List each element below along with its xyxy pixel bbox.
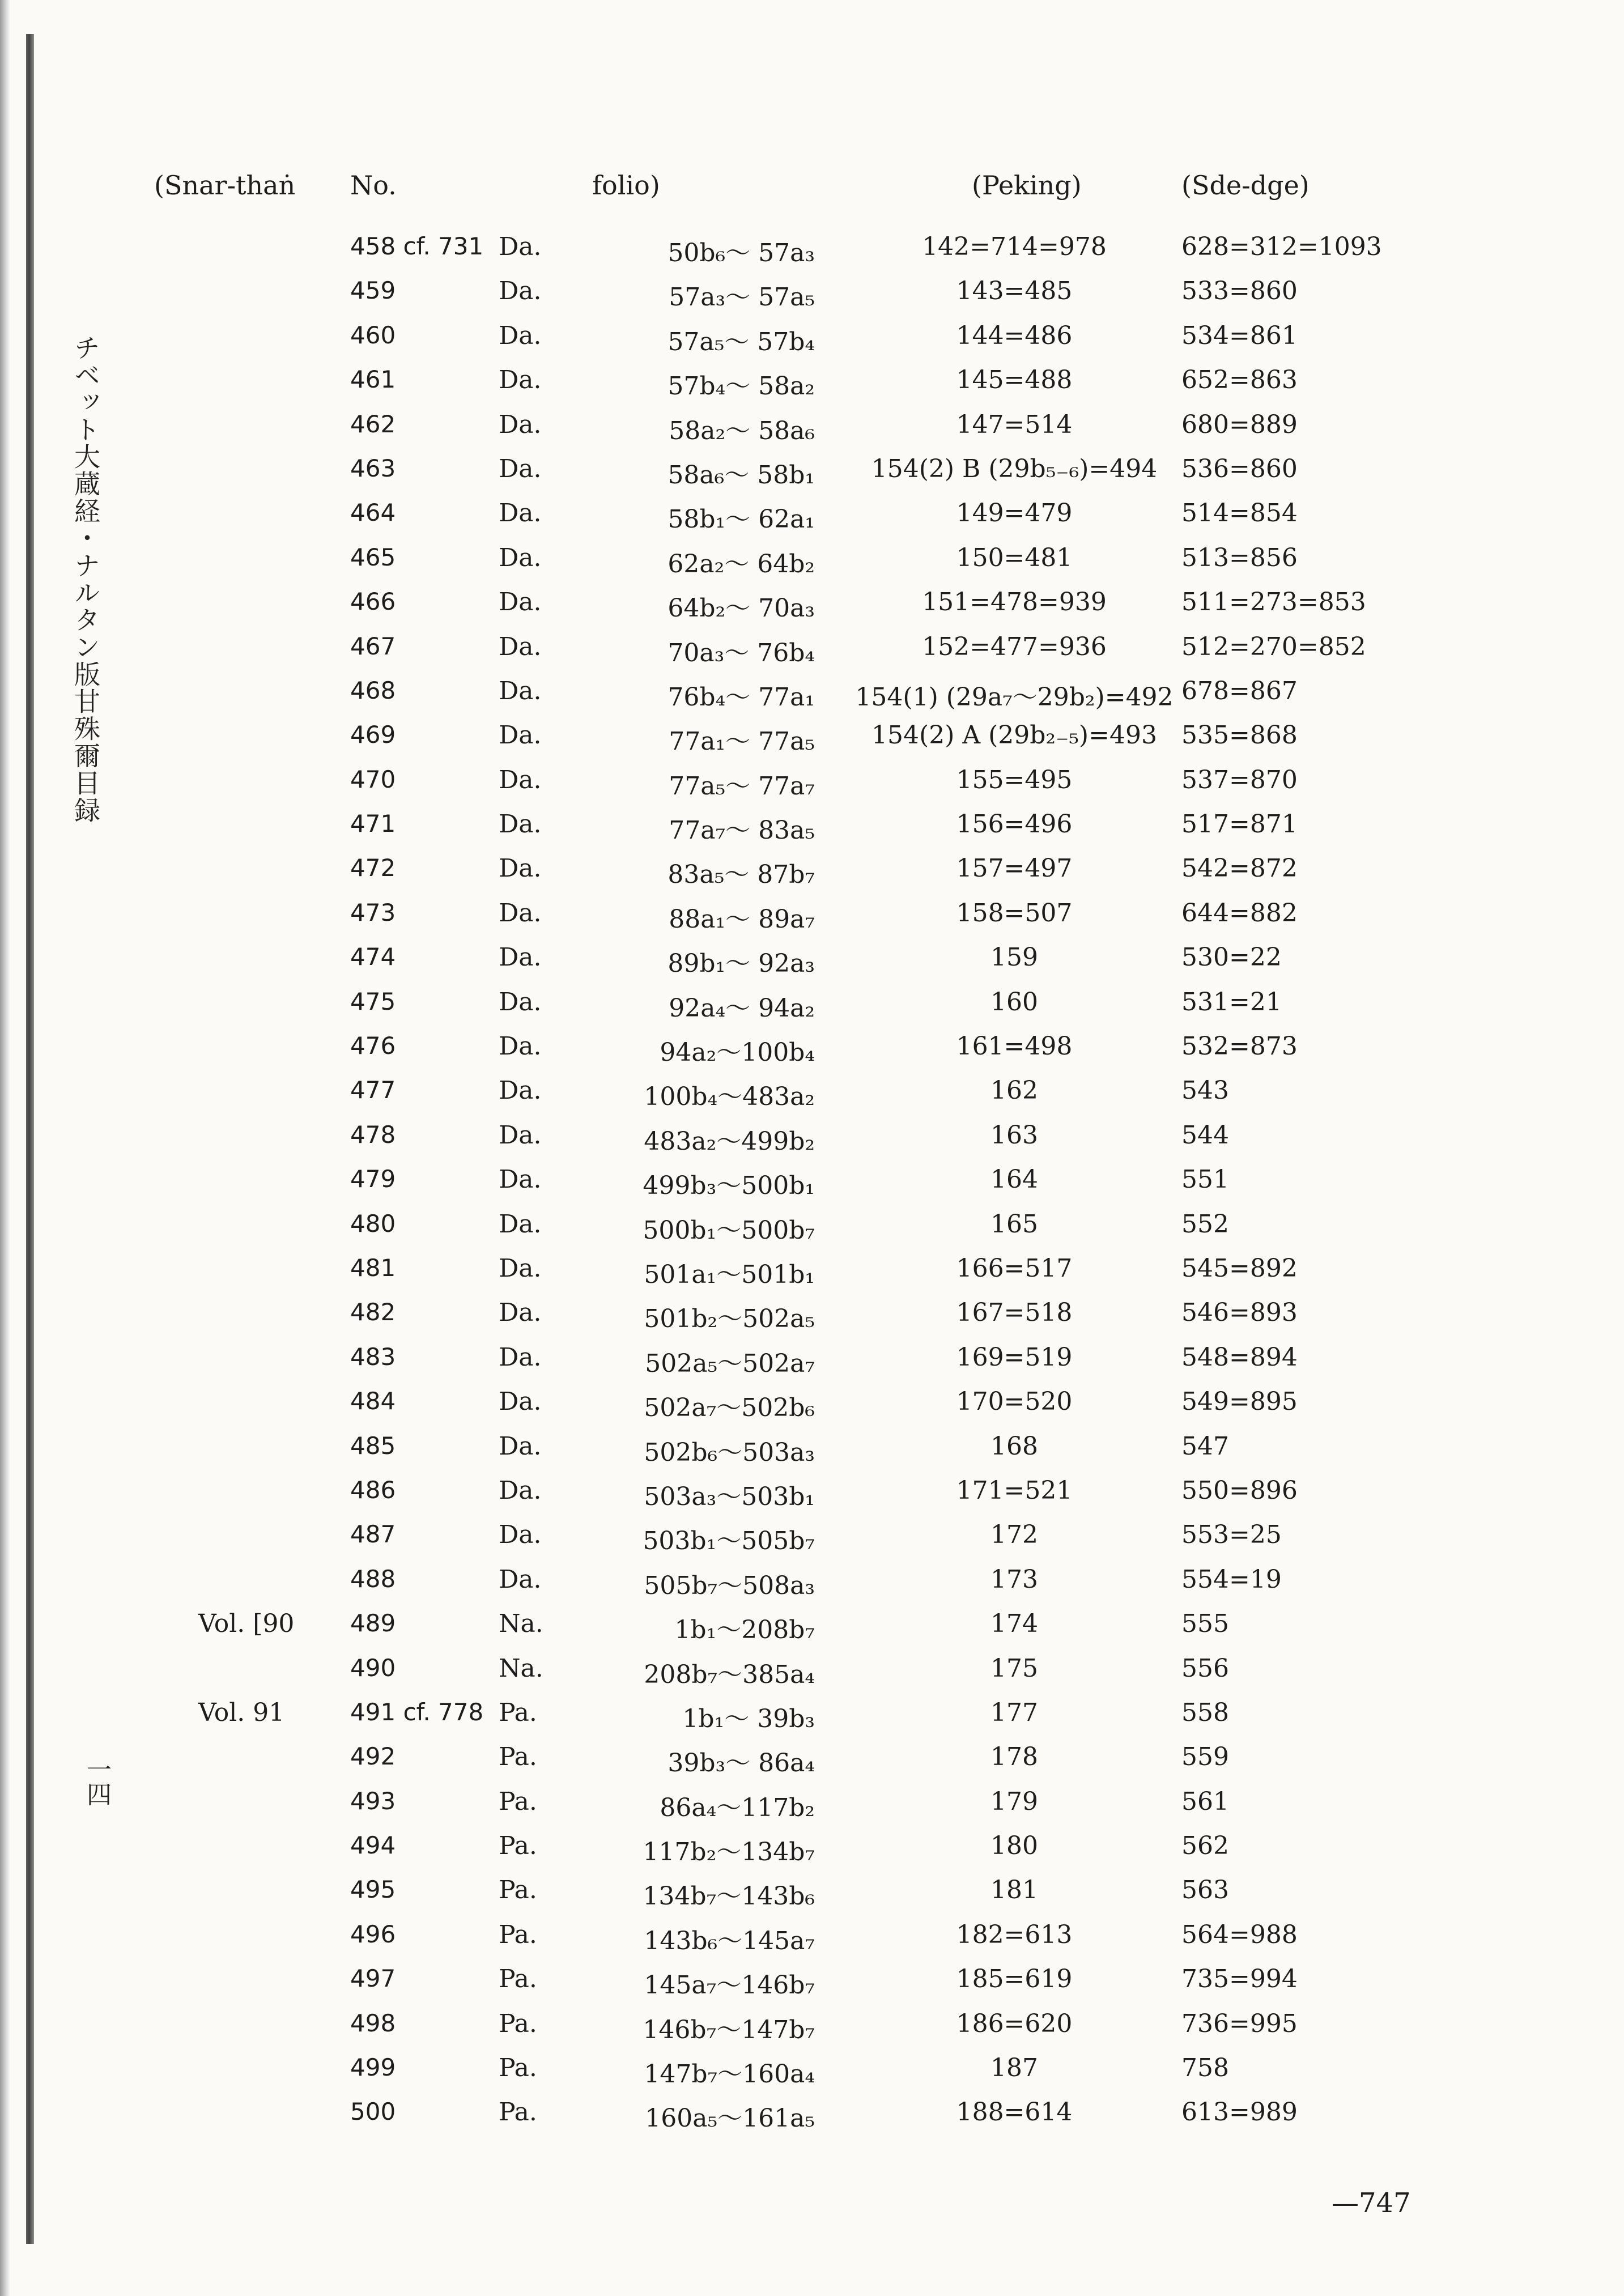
- row-sde-dge: 563: [1181, 1876, 1229, 1905]
- row-sde-dge: 512=270=852: [1181, 632, 1366, 661]
- row-peking: 144=486: [956, 321, 1073, 350]
- row-section: Da.: [499, 1120, 542, 1150]
- row-section: Na.: [499, 1653, 543, 1683]
- row-no: 487: [350, 1520, 396, 1549]
- row-folio: 89b₁〜 92a₃: [668, 949, 815, 979]
- row-no: 497: [350, 1965, 396, 1993]
- row-peking: 171=521: [956, 1476, 1073, 1505]
- row-sde-dge: 613=989: [1181, 2098, 1298, 2127]
- row-peking: 154(2) A (29b₂₋₅)=493: [871, 721, 1157, 750]
- row-sde-dge: 546=893: [1181, 1298, 1298, 1328]
- row-no: 467: [350, 632, 396, 660]
- row-folio: 83a₅〜 87b₇: [668, 860, 815, 890]
- row-section: Da.: [499, 898, 542, 928]
- row-section: Da.: [499, 1298, 542, 1328]
- row-sde-dge: 561: [1181, 1787, 1229, 1816]
- row-peking: 154(2) B (29b₅₋₆)=494: [871, 454, 1158, 483]
- row-sde-dge: 652=863: [1181, 365, 1298, 395]
- row-no: 471: [350, 810, 396, 838]
- table-row: [0, 1604, 1624, 1648]
- row-section: Da.: [499, 721, 542, 750]
- row-sde-dge: 556: [1181, 1653, 1229, 1683]
- row-section: Da.: [499, 232, 542, 261]
- row-folio: 77a₇〜 83a₅: [669, 816, 815, 845]
- row-no: 477: [350, 1076, 396, 1104]
- row-folio: 499b₃〜500b₁: [643, 1171, 815, 1201]
- row-no: 485: [350, 1431, 396, 1460]
- row-folio: 501b₂〜502a₅: [644, 1304, 815, 1334]
- row-folio: 62a₂〜 64b₂: [668, 549, 815, 579]
- row-peking: 155=495: [956, 765, 1073, 794]
- row-sde-dge: 530=22: [1181, 943, 1282, 972]
- table-row: [0, 1959, 1624, 2003]
- row-sde-dge: 511=273=853: [1181, 588, 1366, 617]
- row-no: 470: [350, 765, 396, 793]
- row-section: Pa.: [499, 1965, 537, 1994]
- row-folio: 57a₅〜 57b₄: [668, 327, 815, 356]
- table-row: [0, 937, 1624, 981]
- row-section: Da.: [499, 1387, 542, 1417]
- row-folio: 70a₃〜 76b₄: [668, 638, 815, 667]
- table-row: [0, 1515, 1624, 1559]
- row-peking: 173: [990, 1564, 1038, 1594]
- row-folio: 77a₅〜 77a₇: [669, 771, 815, 801]
- header-folio: folio): [592, 170, 660, 201]
- row-peking: 151=478=939: [922, 588, 1107, 617]
- row-section: Da.: [499, 987, 542, 1017]
- row-folio: 501a₁〜501b₁: [644, 1260, 815, 1289]
- row-sde-dge: 678=867: [1181, 676, 1298, 705]
- row-peking: 180: [990, 1831, 1038, 1861]
- row-no: 480: [350, 1209, 396, 1238]
- row-folio: 503b₁〜505b₇: [643, 1527, 815, 1556]
- row-sde-dge: 555: [1181, 1609, 1229, 1639]
- row-no: 463: [350, 454, 396, 482]
- row-no: 482: [350, 1298, 396, 1326]
- row-no: 483: [350, 1342, 396, 1371]
- row-sde-dge: 562: [1181, 1831, 1229, 1861]
- row-no: 459: [350, 277, 396, 305]
- table-row: [0, 893, 1624, 937]
- row-peking: 143=485: [956, 277, 1073, 306]
- table-row: [0, 2004, 1624, 2048]
- row-peking: 160: [990, 987, 1038, 1017]
- side-page-mark: 一四: [82, 1757, 111, 1806]
- table-row: [0, 1826, 1624, 1870]
- row-folio: 502a₇〜502b₆: [644, 1393, 815, 1423]
- row-no: 481: [350, 1253, 396, 1282]
- row-no: 491 cf. 778: [350, 1698, 484, 1726]
- table-row: [0, 1248, 1624, 1292]
- row-peking: 162: [990, 1076, 1038, 1106]
- catalogue-table: [0, 227, 1624, 2137]
- table-row: [0, 538, 1624, 582]
- row-folio: 500b₁〜500b₇: [643, 1215, 815, 1245]
- row-no: 500: [350, 2098, 396, 2126]
- table-header: [0, 170, 1624, 210]
- row-section: Pa.: [499, 2009, 537, 2038]
- table-row: [0, 715, 1624, 759]
- table-row: [0, 1204, 1624, 1248]
- row-section: Da.: [499, 854, 542, 883]
- row-peking: 175: [990, 1653, 1038, 1683]
- row-peking: 152=477=936: [922, 632, 1107, 661]
- row-folio: 58a₆〜 58b₁: [668, 460, 815, 490]
- row-sde-dge: 544: [1181, 1120, 1229, 1150]
- row-folio: 58a₂〜 58a₆: [669, 416, 815, 445]
- row-no: 474: [350, 943, 396, 971]
- row-sde-dge: 551: [1181, 1165, 1229, 1194]
- row-no: 475: [350, 987, 396, 1015]
- row-sde-dge: 533=860: [1181, 277, 1298, 306]
- row-peking: 165: [990, 1209, 1038, 1239]
- row-no: 472: [350, 854, 396, 882]
- row-section: Da.: [499, 454, 542, 483]
- row-no: 478: [350, 1120, 396, 1149]
- row-peking: 156=496: [956, 810, 1073, 839]
- row-sde-dge: 513=856: [1181, 543, 1298, 572]
- row-folio: 92a₄〜 94a₂: [669, 993, 815, 1023]
- row-section: Pa.: [499, 1920, 537, 1949]
- table-row: [0, 1737, 1624, 1781]
- row-section: Pa.: [499, 2053, 537, 2083]
- header-snar-than: (Snar-thaṅ: [154, 170, 296, 201]
- table-row: [0, 848, 1624, 892]
- row-sde-dge: 547: [1181, 1431, 1229, 1461]
- row-no: 490: [350, 1653, 396, 1682]
- table-row: [0, 1026, 1624, 1070]
- row-sde-dge: 536=860: [1181, 454, 1298, 483]
- row-section: Da.: [499, 1564, 542, 1594]
- table-row: [0, 271, 1624, 315]
- row-folio: 502b₆〜503a₃: [644, 1438, 815, 1467]
- row-peking: 150=481: [956, 543, 1073, 572]
- row-peking: 161=498: [956, 1032, 1073, 1061]
- row-sde-dge: 514=854: [1181, 499, 1298, 528]
- row-folio: 505b₇〜508a₃: [644, 1571, 815, 1600]
- row-folio: 145a₇〜146b₇: [644, 1971, 815, 2000]
- row-folio: 208b₇〜385a₄: [644, 1660, 815, 1689]
- row-peking: 167=518: [956, 1298, 1073, 1328]
- row-section: Pa.: [499, 1876, 537, 1905]
- row-sde-dge: 549=895: [1181, 1387, 1298, 1417]
- row-no: 458 cf. 731: [350, 232, 484, 260]
- row-folio: 57a₃〜 57a₅: [669, 283, 815, 312]
- row-no: 484: [350, 1387, 396, 1415]
- row-no: 465: [350, 543, 396, 571]
- row-peking: 174: [990, 1609, 1038, 1639]
- row-sde-dge: 535=868: [1181, 721, 1298, 750]
- row-sde-dge: 735=994: [1181, 1965, 1298, 1994]
- row-section: Da.: [499, 1165, 542, 1194]
- row-no: 488: [350, 1564, 396, 1593]
- table-row: [0, 1915, 1624, 1959]
- row-peking: 145=488: [956, 365, 1073, 395]
- row-folio: 502a₅〜502a₇: [645, 1349, 815, 1378]
- row-sde-dge: 534=861: [1181, 321, 1298, 350]
- row-sde-dge: 564=988: [1181, 1920, 1298, 1949]
- table-row: [0, 1648, 1624, 1693]
- row-peking: 178: [990, 1742, 1038, 1772]
- row-no: 476: [350, 1032, 396, 1060]
- row-folio: 1b₁〜 39b₃: [682, 1704, 815, 1733]
- row-no: 494: [350, 1831, 396, 1860]
- row-peking: 182=613: [956, 1920, 1073, 1949]
- header-sde-dge: (Sde-dge): [1181, 170, 1310, 201]
- row-no: 495: [350, 1876, 396, 1904]
- row-folio: 86a₄〜117b₂: [660, 1793, 815, 1822]
- table-row: [0, 627, 1624, 671]
- row-folio: 100b₄〜483a₂: [644, 1082, 815, 1112]
- row-sde-dge: 553=25: [1181, 1520, 1282, 1550]
- row-section: Da.: [499, 321, 542, 350]
- row-sde-dge: 736=995: [1181, 2009, 1298, 2038]
- table-row: [0, 1870, 1624, 1914]
- row-section: Da.: [499, 365, 542, 395]
- row-peking: 177: [990, 1698, 1038, 1727]
- row-no: 499: [350, 2053, 396, 2082]
- table-row: [0, 1470, 1624, 1515]
- row-sde-dge: 559: [1181, 1742, 1229, 1772]
- row-no: 464: [350, 499, 396, 527]
- table-row: [0, 1559, 1624, 1604]
- row-peking: 186=620: [956, 2009, 1073, 2038]
- table-row: [0, 1337, 1624, 1381]
- row-section: Da.: [499, 1476, 542, 1505]
- row-no: 461: [350, 365, 396, 394]
- table-row: [0, 1381, 1624, 1426]
- row-peking: 142=714=978: [922, 232, 1107, 261]
- row-sde-dge: 552: [1181, 1209, 1229, 1239]
- table-row: [0, 449, 1624, 493]
- row-section: Da.: [499, 1076, 542, 1106]
- row-sde-dge: 543: [1181, 1076, 1229, 1106]
- row-no: 479: [350, 1165, 396, 1193]
- row-no: 492: [350, 1742, 396, 1771]
- header-peking: (Peking): [972, 170, 1082, 201]
- row-folio: 1b₁〜208b₇: [674, 1615, 815, 1645]
- row-peking: 185=619: [956, 1965, 1073, 1994]
- row-peking: 147=514: [956, 410, 1073, 439]
- row-sde-dge: 550=896: [1181, 1476, 1298, 1505]
- row-peking: 159: [990, 943, 1038, 972]
- row-no: 469: [350, 721, 396, 749]
- row-sde-dge: 548=894: [1181, 1342, 1298, 1372]
- row-folio: 64b₂〜 70a₃: [668, 594, 815, 623]
- row-vol: Vol. 91: [198, 1698, 285, 1727]
- row-sde-dge: 517=871: [1181, 810, 1298, 839]
- row-section: Da.: [499, 676, 542, 705]
- table-row: [0, 360, 1624, 404]
- page-number: —747: [1332, 2187, 1411, 2219]
- table-row: [0, 316, 1624, 360]
- row-sde-dge: 554=19: [1181, 1564, 1282, 1594]
- row-peking: 157=497: [956, 854, 1073, 883]
- row-sde-dge: 532=873: [1181, 1032, 1298, 1061]
- row-section: Da.: [499, 1431, 542, 1461]
- row-peking: 181: [990, 1876, 1038, 1905]
- row-folio: 147b₇〜160a₄: [644, 2060, 815, 2089]
- table-row: [0, 1426, 1624, 1470]
- row-section: Da.: [499, 1209, 542, 1239]
- row-section: Da.: [499, 277, 542, 306]
- row-sde-dge: 558: [1181, 1698, 1229, 1727]
- row-section: Da.: [499, 810, 542, 839]
- row-folio: 39b₃〜 86a₄: [668, 1749, 815, 1778]
- table-row: [0, 405, 1624, 449]
- table-row: [0, 982, 1624, 1026]
- table-row: [0, 760, 1624, 804]
- table-row: [0, 2092, 1624, 2136]
- table-row: [0, 493, 1624, 537]
- row-section: Da.: [499, 943, 542, 972]
- table-row: [0, 1781, 1624, 1826]
- row-peking: 168: [990, 1431, 1038, 1461]
- row-peking: 163: [990, 1120, 1038, 1150]
- row-folio: 76b₄〜 77a₁: [668, 682, 815, 712]
- row-section: Da.: [499, 1032, 542, 1061]
- row-folio: 77a₁〜 77a₅: [669, 727, 815, 756]
- row-sde-dge: 531=21: [1181, 987, 1282, 1017]
- table-row: [0, 1292, 1624, 1337]
- row-section: Da.: [499, 543, 542, 572]
- row-no: 473: [350, 898, 396, 926]
- row-peking: 154(1) (29a₇〜29b₂)=492: [855, 682, 1174, 712]
- row-sde-dge: 537=870: [1181, 765, 1298, 794]
- row-section: Pa.: [499, 2098, 537, 2127]
- table-row: [0, 804, 1624, 848]
- row-sde-dge: 680=889: [1181, 410, 1298, 439]
- table-row: [0, 1159, 1624, 1204]
- row-folio: 160a₅〜161a₅: [645, 2104, 815, 2133]
- row-peking: 172: [990, 1520, 1038, 1550]
- row-folio: 117b₂〜134b₇: [643, 1838, 815, 1867]
- table-row: [0, 227, 1624, 271]
- table-row: [0, 1115, 1624, 1159]
- row-no: 496: [350, 1920, 396, 1948]
- row-peking: 166=517: [956, 1253, 1073, 1283]
- row-section: Pa.: [499, 1742, 537, 1772]
- table-row: [0, 671, 1624, 715]
- row-no: 460: [350, 321, 396, 349]
- row-no: 468: [350, 676, 396, 704]
- row-folio: 57b₄〜 58a₂: [668, 372, 815, 401]
- row-folio: 143b₆〜145a₇: [644, 1926, 815, 1955]
- table-row: [0, 582, 1624, 626]
- table-row: [0, 1693, 1624, 1737]
- row-peking: 164: [990, 1165, 1038, 1194]
- row-no: 493: [350, 1787, 396, 1815]
- table-row: [0, 2048, 1624, 2092]
- row-peking: 188=614: [956, 2098, 1073, 2127]
- row-folio: 134b₇〜143b₆: [643, 1882, 815, 1911]
- row-section: Da.: [499, 1520, 542, 1550]
- row-vol: Vol. [90: [198, 1609, 295, 1639]
- row-no: 489: [350, 1609, 396, 1638]
- row-sde-dge: 628=312=1093: [1181, 232, 1382, 261]
- row-folio: 58b₁〜 62a₁: [668, 505, 815, 534]
- row-no: 498: [350, 2009, 396, 2037]
- row-section: Da.: [499, 588, 542, 617]
- row-no: 486: [350, 1476, 396, 1504]
- row-folio: 503a₃〜503b₁: [644, 1482, 815, 1511]
- table-row: [0, 1070, 1624, 1115]
- side-title: チベット大蔵経・ナルタン版甘殊爾目録: [70, 334, 101, 824]
- row-peking: 169=519: [956, 1342, 1073, 1372]
- row-section: Pa.: [499, 1698, 537, 1727]
- row-section: Na.: [499, 1609, 543, 1639]
- header-no: No.: [350, 170, 397, 201]
- row-sde-dge: 644=882: [1181, 898, 1298, 928]
- row-folio: 94a₂〜100b₄: [660, 1038, 815, 1068]
- row-folio: 50b₆〜 57a₃: [668, 239, 815, 267]
- row-peking: 158=507: [956, 898, 1073, 928]
- row-section: Da.: [499, 410, 542, 439]
- row-sde-dge: 758: [1181, 2053, 1229, 2083]
- row-section: Pa.: [499, 1787, 537, 1816]
- row-section: Da.: [499, 499, 542, 528]
- row-peking: 187: [990, 2053, 1038, 2083]
- row-peking: 170=520: [956, 1387, 1073, 1417]
- row-peking: 149=479: [956, 499, 1073, 528]
- row-peking: 179: [990, 1787, 1038, 1816]
- row-folio: 483a₂〜499b₂: [644, 1126, 815, 1156]
- row-no: 466: [350, 588, 396, 616]
- row-no: 462: [350, 410, 396, 438]
- row-section: Pa.: [499, 1831, 537, 1861]
- row-section: Da.: [499, 632, 542, 661]
- row-section: Da.: [499, 765, 542, 794]
- row-folio: 88a₁〜 89a₇: [669, 904, 815, 934]
- row-section: Da.: [499, 1342, 542, 1372]
- row-section: Da.: [499, 1253, 542, 1283]
- row-sde-dge: 545=892: [1181, 1253, 1298, 1283]
- row-sde-dge: 542=872: [1181, 854, 1298, 883]
- row-folio: 146b₇〜147b₇: [643, 2015, 815, 2044]
